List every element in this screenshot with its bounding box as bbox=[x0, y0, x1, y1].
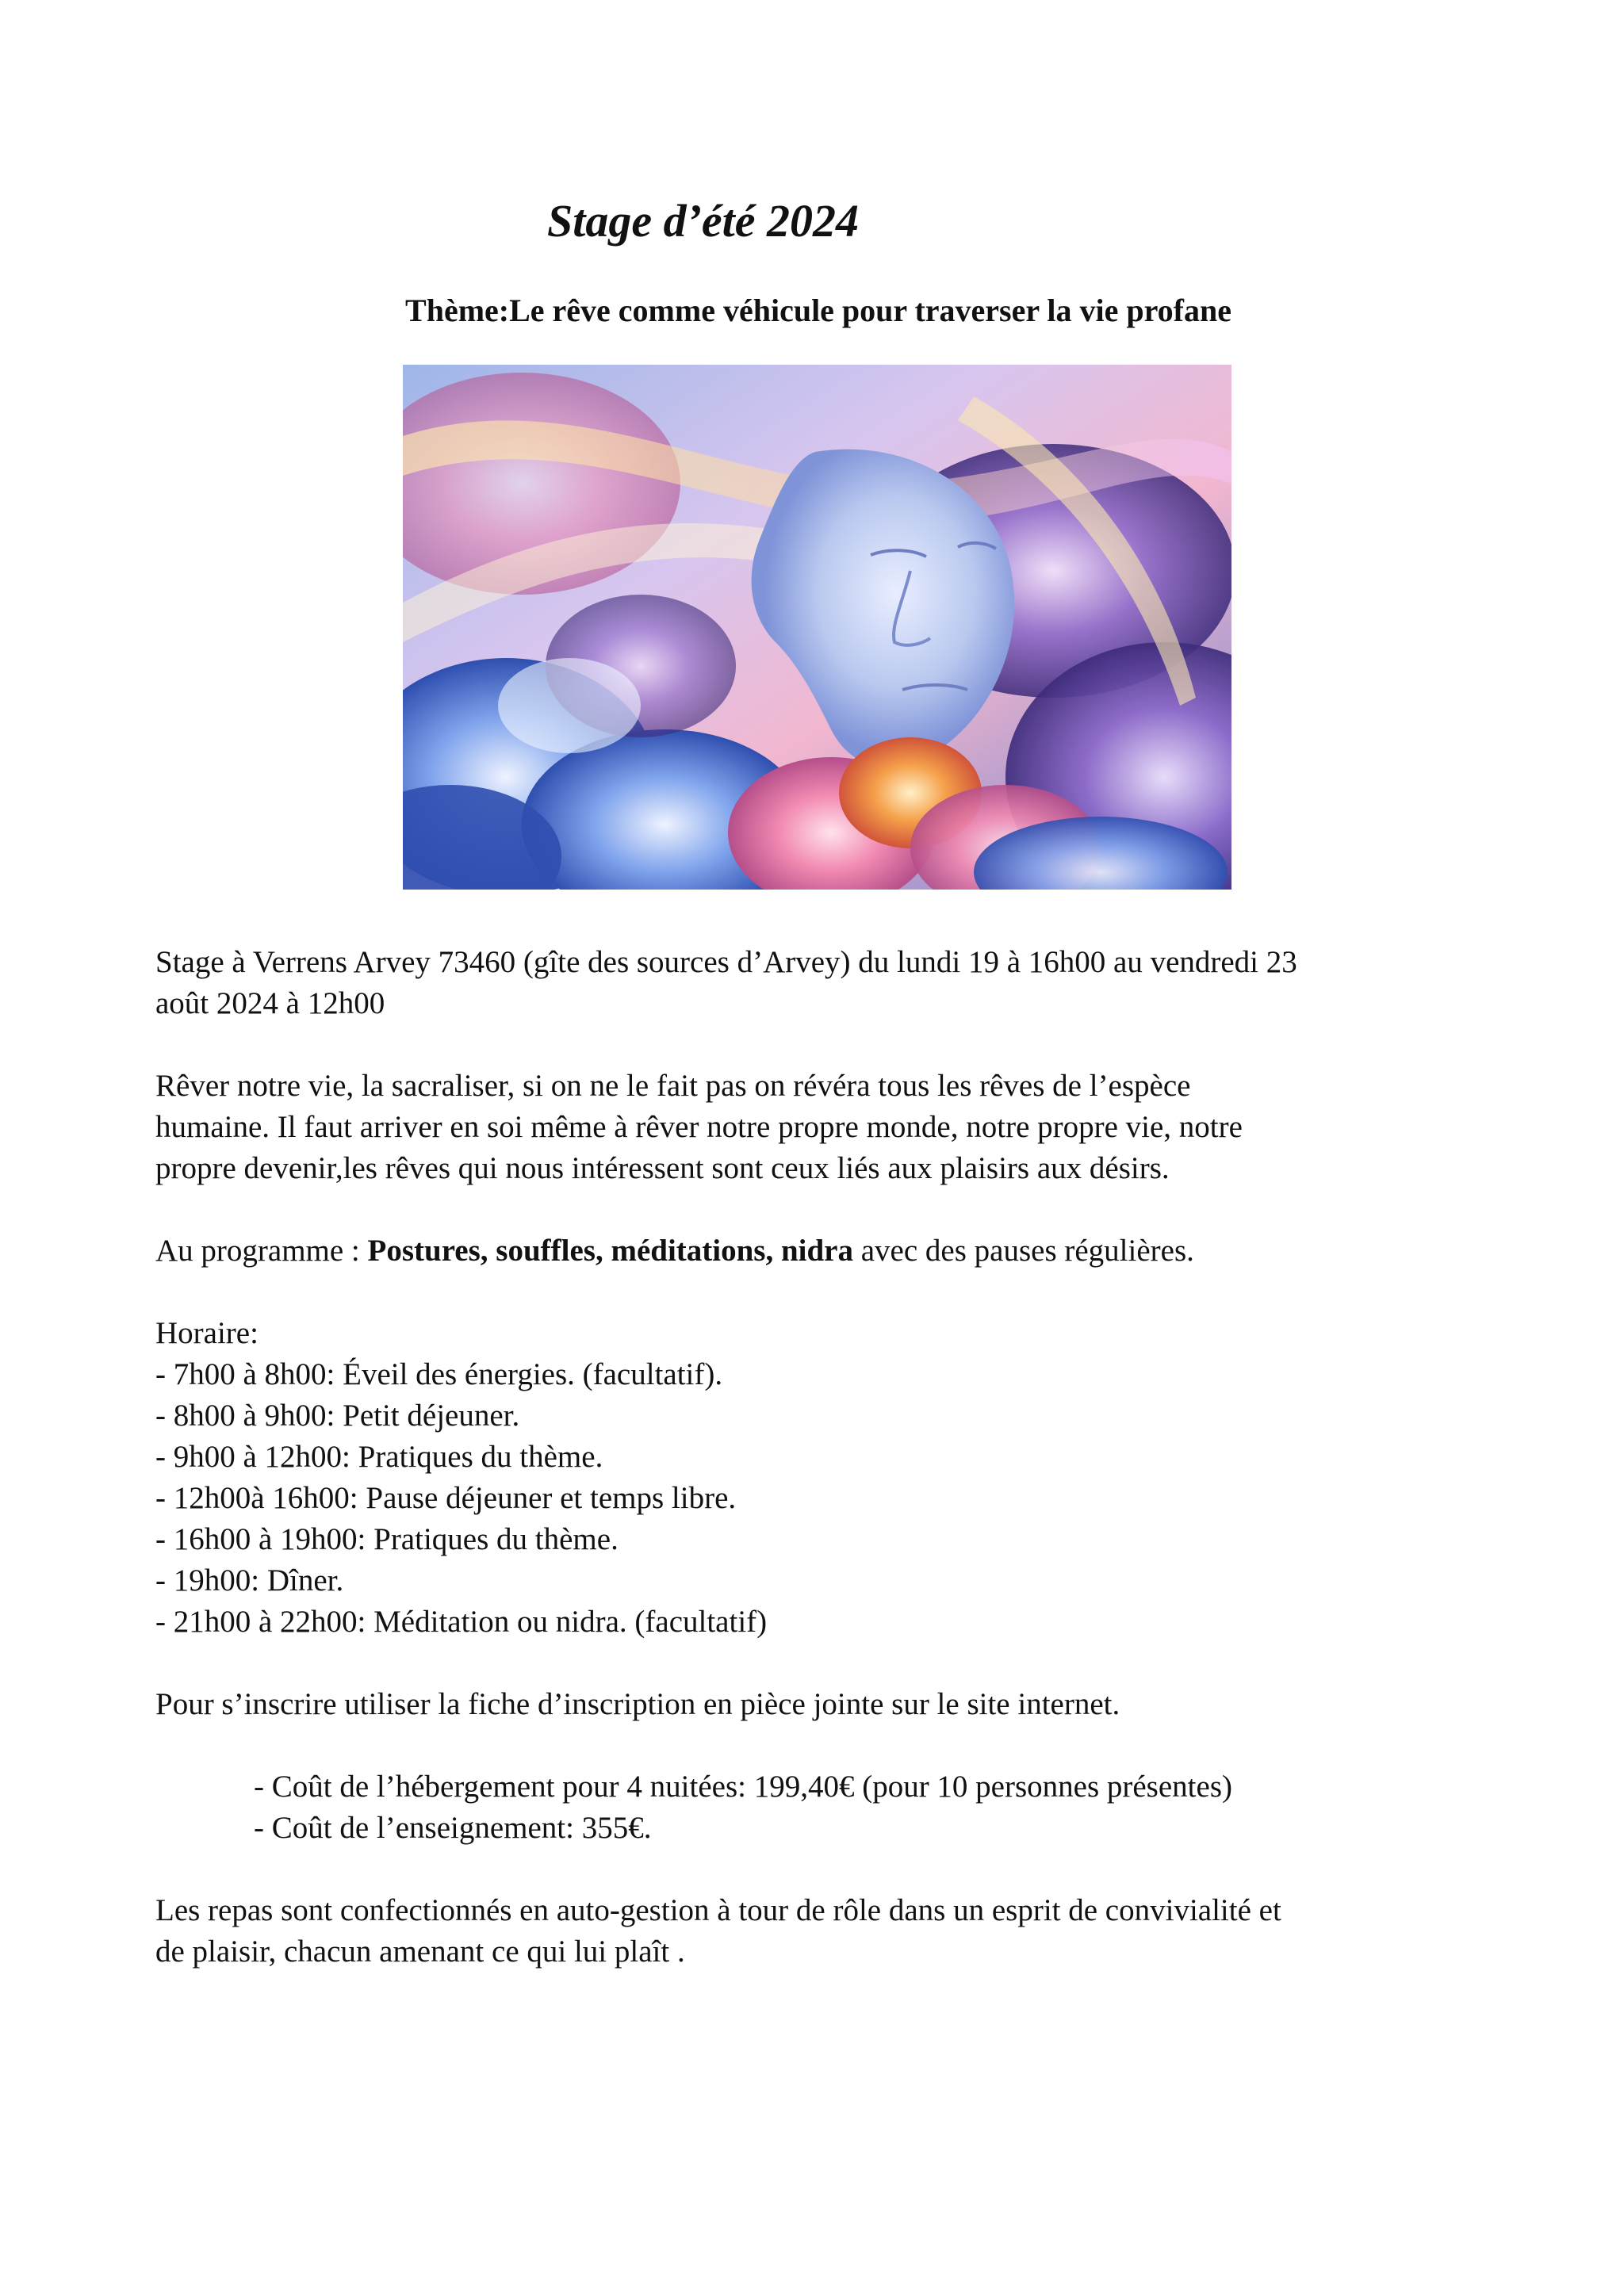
meals-line: Les repas sont confectionnés en auto-gestion à tour de rôle dans un esprit de convivialité et bbox=[155, 1893, 1281, 1927]
intro-line: humaine. Il faut arriver en soi même à rêver notre propre monde, notre propre vie, notre bbox=[155, 1110, 1243, 1144]
programme-suffix: avec des pauses régulières. bbox=[852, 1234, 1194, 1268]
programme-highlight: Postures, souffles, méditations, nidra bbox=[367, 1234, 853, 1268]
dream-face-illustration bbox=[403, 365, 1231, 890]
schedule-item: - 19h00: Dîner. bbox=[155, 1563, 344, 1598]
schedule-item: - 16h00 à 19h00: Pratiques du thème. bbox=[155, 1522, 619, 1556]
meals-line: de plaisir, chacun amenant ce qui lui plaît . bbox=[155, 1934, 685, 1969]
schedule-item: - 9h00 à 12h00: Pratiques du thème. bbox=[155, 1440, 603, 1474]
cost-item: - Coût de l’hébergement pour 4 nuitées: 199,40€ (pour 10 personnes présentes) bbox=[254, 1770, 1232, 1804]
schedule-item: - 8h00 à 9h00: Petit déjeuner. bbox=[155, 1399, 520, 1433]
location-line: août 2024 à 12h00 bbox=[155, 986, 385, 1020]
dream-face-image bbox=[403, 365, 1231, 890]
intro-line: Rêver notre vie, la sacraliser, si on ne le fait pas on révéra tous les rêves de l’espèce bbox=[155, 1069, 1191, 1103]
document-body bbox=[155, 942, 1488, 1973]
page-title: Stage d’été 2024 bbox=[547, 195, 860, 247]
schedule-item: - 7h00 à 8h00: Éveil des énergies. (facultatif). bbox=[155, 1357, 723, 1391]
programme-prefix: Au programme : bbox=[155, 1234, 368, 1268]
schedule-heading: Horaire: bbox=[155, 1316, 259, 1350]
theme-heading: Thème:Le rêve comme véhicule pour traverser la vie profane bbox=[405, 293, 1231, 328]
location-line: Stage à Verrens Arvey 73460 (gîte des sources d’Arvey) du lundi 19 à 16h00 au vendredi 23 bbox=[155, 945, 1297, 979]
intro-line: propre devenir,les rêves qui nous intéressent sont ceux liés aux plaisirs aux désirs. bbox=[155, 1151, 1170, 1185]
schedule-item: - 12h00à 16h00: Pause déjeuner et temps libre. bbox=[155, 1481, 737, 1515]
registration-line: Pour s’inscrire utiliser la fiche d’inscription en pièce jointe sur le site internet. bbox=[155, 1687, 1120, 1721]
programme-line bbox=[155, 1230, 1488, 1272]
cost-item: - Coût de l’enseignement: 355€. bbox=[254, 1811, 652, 1845]
schedule-item: - 21h00 à 22h00: Méditation ou nidra. (facultatif) bbox=[155, 1605, 768, 1639]
